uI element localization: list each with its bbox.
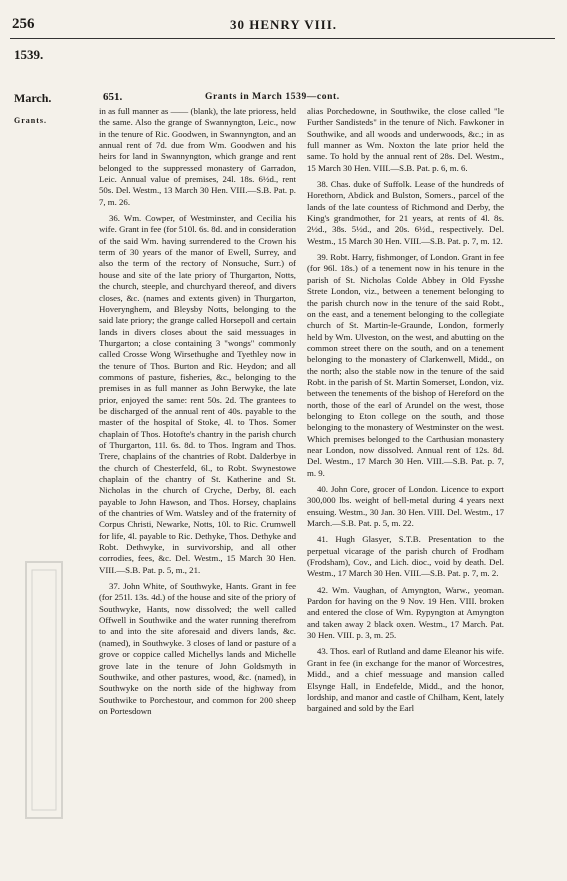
paragraph: 39. Robt. Harry, fishmonger, of London. Grant in fee (for 96l. 18s.) of a tenement now in his tenure in the parish of St. Nicholas Colde Abbey in Old Fysshe Strete London, viz., between a tenement belonging to the parish church now in the tenure of the said Robt., on the east, and a tenement belonging to the collegiate church of St. Martin-le-Graunde, London, formerly held by Wm. Ulveston, on the west, and abutting on the common street there on the south, and on a tenement belonging to the monastery of Clarkenwell, Midd., on the north; also the stable now in the tenure of the said Robt. in the parish of St. Martin Somerset, London, viz. between the tenements of the bishop of Hereford on the north, those of the earl of Arundel on the west, those belonging to Eton college on the south, and those belonging to the monastery of Westminster on the west. Which premises belonged to the Carthusian monastery near London, now dissolved. Annual rent of 12s. 8d. Del. Westm., 17 March 30 Hen. VIII.—S.B. Pat. p. 7, m. 9. <box>307 252 504 478</box>
paragraph: 37. John White, of Southwyke, Hants. Grant in fee (for 251l. 13s. 4d.) of the house and site of the priory of Southwyke, Hants, now dissolved; the well called Offwell in Southwike and the water running therefrom to and into the site aforesaid and divers lands, &c. (named), in Southwyke. 3 closes of land or pasture of a grove or coppice called Michellys lands and Michelle grove late in the tenure of John Goldsmyth in Southwike, and other pastures, wood, &c. (named), in Southwyke on the north side of the highway from Southwike to Porchestour, and common for 200 sheep on Portesdown <box>99 581 296 716</box>
paragraph: 36. Wm. Cowper, of Westminster, and Cecilia his wife. Grant in fee (for 510l. 6s. 8d. and in consideration of the said Wm. having surrendered to the Crown his term of 30 years of the manor of Ewell, Surrey, and also the term of the rectory of Nonsuche, Surr.) of house and site of the late priory of Thurgarton, Notts, the church, steeple, and churchyard thereof, and divers closes, &c. (names and extents given) in Thurgarton, Hoverynghem, and Bleysby Notts, belonging to the said late priory; the grange called Horsepoll and certain lands in divers closes about the said messuages in Thurgarton; a close containing 3 "wongs" commonly called Crosse Wong Wirsethughe and Tyethley now in the tenure of Thos. Burton and Ric. Heydon; and all commons of pasture, fisheries, &c., belonging to the premises in as full manner as John Berwyke, the late prior, enjoyed the same: rent 50s. 2d. The grantees to be discharged of the annual rent of 40s. payable to the master of the hospital of Stoke, 4l. to Thos. Somer chaplain of Thos. Hotofte's chantry in the parish church of Thurgarton, 11l. 6s. 8d. to Thos. Ingram and Thos. Trere, chaplains of the chantries of Robt. Dalderbye in the church of Chesterfeld, 6l., to Robt. Swynestowe chaplain of the chantry of St. Katherine and St. Nicholas in the church of Cryche, Derby, 8l. each payable to John Hawson, and Thos. Horsey, chaplains of the chantries of Wm. Watsley and of the fraternity of Corpus Christi, Newarke, Notts, 10l. to Ric. Crumwell for life, 4l. payable to Ric. Dethyke, Thos. Dethyke and Robt. Dethwyke, in survivorship, and all other corrodies, fees, &c. Del. Westm., 15 March 30 Hen. VIII.—S.B. Pat. p. 5, m., 21. <box>99 213 296 575</box>
paragraph: 41. Hugh Glasyer, S.T.B. Presentation to the perpetual vicarage of the parish church of Frodham (Frodsham), Cov., and Lich. dioc., void by death. Del. Westm., 17 March 30 Hen. VIII.—S.B. Pat. p. 7, m. 2. <box>307 534 504 579</box>
margin-month: March. <box>14 91 52 105</box>
paragraph: 42. Wm. Vaughan, of Amyngton, Warw., yeoman. Pardon for having on the 9 Nov. 19 Hen. VIII. broken and entered the close of Wm. Rypyngton at Amyngton and taken away 2 black oxen. Westm., 17 March. Pat. 30 Hen. VIII. p. 3, m. 25. <box>307 584 504 641</box>
paragraph: alias Porchedowne, in Southwike, the close called "le Further Sandisteds" in the tenure of Nich. Fawkoner in Southwike, and all woods and underwoods, &c.; in as full manner as Wm. Noxton the late prior held the same. To hold by the annual rent of 28s. Del. Westm., 15 March 30 Hen. VIII.—S.B. Pat. p. 6, m. 6. <box>307 106 504 173</box>
paragraph: in as full manner as —— (blank), the late prioress, held the same. Also the grange of Swannyngton, Leic., now in the tenure of Ric. Goodwen, in Swannyngton, and an annual rent of 7d. due from Wm. Goodwen and his heirs for land in Swannyngton, which grange and rent belonged to the suppressed monastery of Garradon, Leic. Annual value of premises, 24l. 18s. 6½d., rent 50s. Del. Westm., 13 March 30 Hen. VIII.—S.B. Pat. p. 7, m. 26. <box>99 106 296 207</box>
paragraph: 40. John Core, grocer of London. Licence to export 300,000 lbs. weight of bell-metal during 4 years next ensuing. Westm., 30 Jan. 30 Hen. VIII. Del. Westm., 17 March.—S.B. Pat. p. 5, m. 22. <box>307 484 504 529</box>
library-stamp <box>24 560 64 820</box>
margin-year: 1539. <box>14 47 44 62</box>
running-title: 30 HENRY VIII. <box>229 17 338 32</box>
right-column <box>307 106 504 876</box>
header-rule <box>10 38 555 39</box>
section-title: Grants in March 1539—cont. <box>205 92 340 102</box>
paragraph: 43. Thos. earl of Rutland and dame Eleanor his wife. Grant in fee (in exchange for the manor of Worcestres, Midd., and a chief messuage and mansion called Elsynge Hall, in Endefelde, Midd., and the honor, lordship, and manor and castle of Chilham, Kent, lately bargained and sold by the Earl <box>307 646 504 714</box>
margin-section-label: Grants. <box>14 116 47 125</box>
section-number: 651. <box>103 91 123 103</box>
page-number: 256 <box>12 16 35 32</box>
left-column <box>99 106 296 876</box>
paragraph: 38. Chas. duke of Suffolk. Lease of the hundreds of Horethorn, Abdick and Bulston, Somers., parcel of the lands of the late countess of Richmond and Derby, the King's grandmother, for 21 years, at rents of 4l. 8s. 2½d., 38s. 5½d., and 20s. 6½d., respectively. Del. Westm., 15 March 30 Hen. VIII.—S.B. Pat. p. 7, m. 12. <box>307 179 504 246</box>
